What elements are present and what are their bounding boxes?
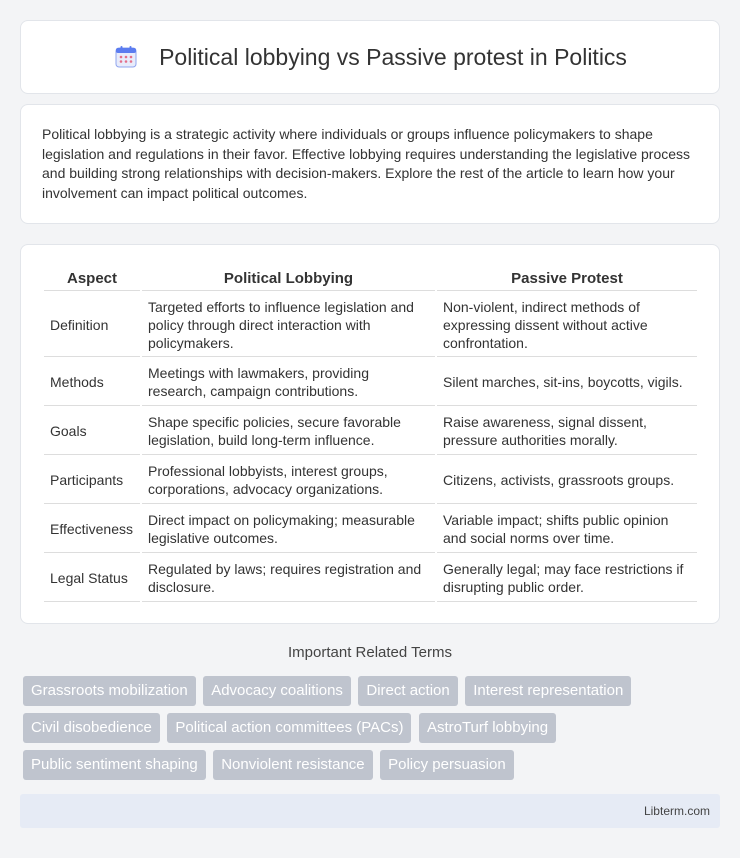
- table-row: [44, 555, 697, 602]
- tag-policy-persuasion[interactable]: Policy persuasion: [380, 750, 514, 780]
- tag-public-sentiment-shaping[interactable]: Public sentiment shaping: [23, 750, 206, 780]
- tag-advocacy-coalitions[interactable]: Advocacy coalitions: [203, 676, 351, 706]
- cell-protest: Generally legal; may face restrictions if disrupting public order.: [437, 555, 697, 602]
- table-row: [44, 457, 697, 504]
- header-passive-protest: Passive Protest: [437, 267, 697, 291]
- cell-aspect: Methods: [44, 359, 140, 406]
- cell-lobbying: Meetings with lawmakers, providing research, campaign contributions.: [142, 359, 435, 406]
- cell-protest: Silent marches, sit-ins, boycotts, vigils.: [437, 359, 697, 406]
- cell-aspect: Effectiveness: [44, 506, 140, 553]
- page-title: Political lobbying vs Passive protest in Politics: [159, 43, 627, 70]
- tag-direct-action[interactable]: Direct action: [358, 676, 457, 706]
- tag-civil-disobedience[interactable]: Civil disobedience: [23, 713, 160, 743]
- header-aspect: Aspect: [44, 267, 140, 291]
- related-terms-list: [23, 676, 723, 787]
- tag-grassroots-mobilization[interactable]: Grassroots mobilization: [23, 676, 196, 706]
- tag-political-action-committees[interactable]: Political action committees (PACs): [167, 713, 411, 743]
- cell-protest: Citizens, activists, grassroots groups.: [437, 457, 697, 504]
- related-terms-title: Important Related Terms: [288, 644, 452, 661]
- header-card: [20, 20, 720, 94]
- table-row: [44, 506, 697, 553]
- cell-protest: Variable impact; shifts public opinion and social norms over time.: [437, 506, 697, 553]
- comparison-card: [20, 244, 720, 624]
- table-row: [44, 408, 697, 455]
- cell-protest: Non-violent, indirect methods of expressing dissent without active confrontation.: [437, 293, 697, 357]
- footer-brand[interactable]: Libterm.com: [643, 804, 710, 818]
- cell-aspect: Definition: [44, 293, 140, 357]
- cell-lobbying: Regulated by laws; requires registration and disclosure.: [142, 555, 435, 602]
- cell-lobbying: Targeted efforts to influence legislation and policy through direct interaction with policymakers.: [142, 293, 435, 357]
- cell-aspect: Goals: [44, 408, 140, 455]
- table-row: [44, 293, 697, 357]
- cell-lobbying: Professional lobbyists, interest groups, corporations, advocacy organizations.: [142, 457, 435, 504]
- intro-card: [20, 104, 720, 224]
- tag-interest-representation[interactable]: Interest representation: [465, 676, 631, 706]
- cell-aspect: Participants: [44, 457, 140, 504]
- tag-astroturf-lobbying[interactable]: AstroTurf lobbying: [419, 713, 556, 743]
- footer: [20, 794, 720, 828]
- comparison-table: [42, 265, 699, 604]
- cell-lobbying: Direct impact on policymaking; measurable legislative outcomes.: [142, 506, 435, 553]
- table-row: [44, 359, 697, 406]
- cell-lobbying: Shape specific policies, secure favorable legislation, build long-term influence.: [142, 408, 435, 455]
- table-header-row: [44, 267, 697, 291]
- header-political-lobbying: Political Lobbying: [142, 267, 435, 291]
- tag-nonviolent-resistance[interactable]: Nonviolent resistance: [213, 750, 372, 780]
- intro-text: Political lobbying is a strategic activity where individuals or groups influence policymakers to shape legislation and regulations in their favor. Effective lobbying requires understanding the legislative process and building strong relationships with decision-makers. Explore the rest of the article to learn how your involvement can impact political outcomes.: [42, 126, 691, 201]
- calendar-grid-icon: [113, 44, 139, 70]
- cell-aspect: Legal Status: [44, 555, 140, 602]
- cell-protest: Raise awareness, signal dissent, pressure authorities morally.: [437, 408, 697, 455]
